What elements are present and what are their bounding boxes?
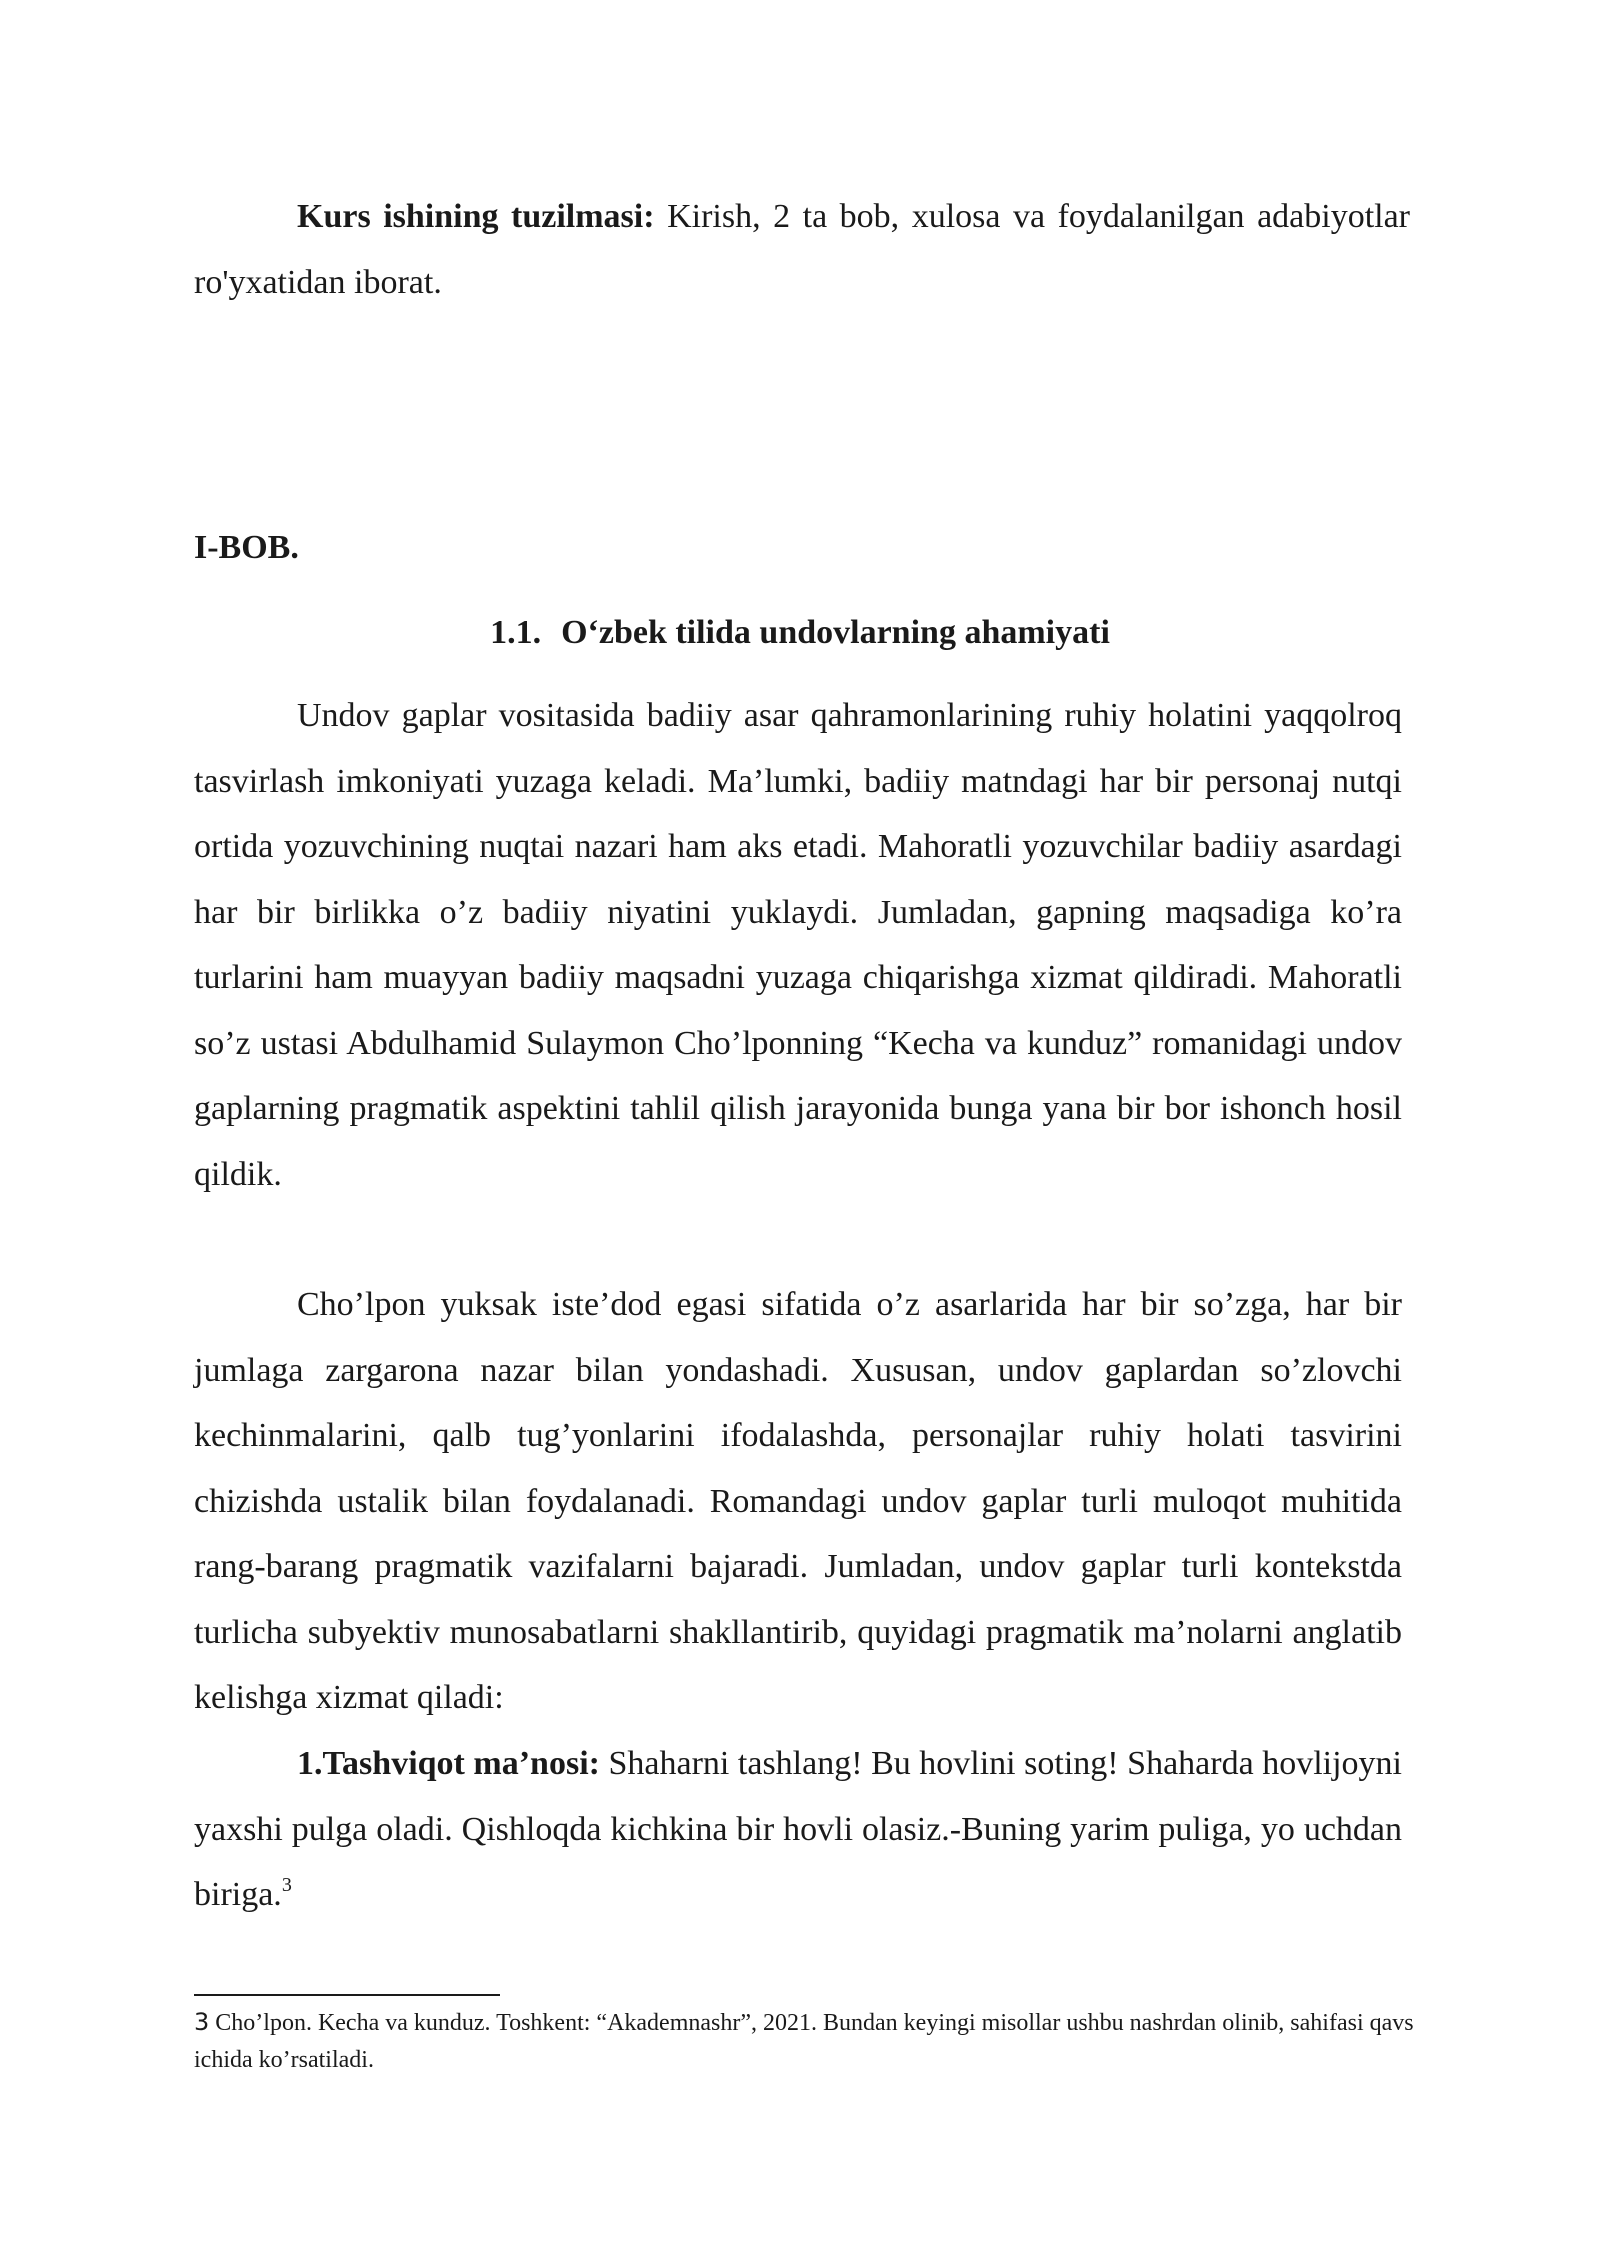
section-title: O‘zbek tilida undovlarning ahamiyati [561, 614, 1110, 651]
footnote-separator [194, 1994, 500, 1996]
footnote-reference: 3 [281, 1874, 292, 1896]
footnote [194, 2004, 1414, 2079]
body-paragraph-1: Undov gaplar vositasida badiiy asar qahramonlarining ruhiy holatini yaqqolroq tasvirlash imkoniyati yuzaga keladi. Ma’lumki, badiiy matndagi har bir personaj nutqi ortida yozuvchining nuqtai nazari ham aks etadi. Mahoratli yozuvchilar badiiy asardagi har bir birlikka o’z badiiy niyatini yuklaydi. Jumladan, gapning maqsadiga ko’ra turlarini ham muayyan badiiy maqsadni yuzaga chiqarishga xizmat qildiradi. Mahoratli so’z ustasi Abdulhamid Sulaymon Cho’lponning “Kecha va kunduz” romanidagi undov gaplarning pragmatik aspektini tahlil qilish jarayonida bunga yana bir bor ishonch hosil qildik. [194, 697, 1402, 1193]
propaganda-meaning-text: Shaharni tashlang! Bu hovlini soting! Shaharda hovlijoyni yaxshi pulga oladi. Qishloqda kichkina bir hovli olasiz.-Buning yarim puliga, yo uchdan biriga. [194, 1745, 1402, 1913]
section-number: 1.1. [490, 614, 542, 651]
body-paragraph-2: Cho’lpon yuksak iste’dod egasi sifatida o’z asarlarida har bir so’zga, har bir jumlaga zargarona nazar bilan yondashadi. Xususan, undov gaplardan so’zlovchi kechinmalarini, qalb tug’yonlarini ifodalashda, personajlar ruhiy holati tasvirini chizishda ustalik bilan foydalanadi. Romandagi undov gaplar turli muloqot muhitida rang-barang pragmatik vazifalarni bajaradi. Jumladan, undov gaplar turli kontekstda turlicha subyektiv munosabatlarni shakllantirib, quyidagi pragmatik ma’nolarni anglatib kelishga xizmat qiladi: [194, 1286, 1402, 1716]
chapter-heading: I-BOB. [194, 529, 299, 566]
structure-paragraph [194, 184, 1410, 315]
structure-label: Kurs ishining tuzilmasi: [297, 198, 655, 235]
body-paragraph-3 [194, 1731, 1402, 1928]
footnote-number: 3 [194, 2008, 210, 2036]
footnote-text: Cho’lpon. Kecha va kunduz. Toshkent: “Akademnashr”, 2021. Bundan keyingi misollar ushbu nashrdan olinib, sahifasi qavs ichida ko’rsatiladi. [194, 2010, 1414, 2073]
propaganda-meaning-label: 1.Tashviqot ma’nosi: [297, 1745, 600, 1782]
section-heading [0, 600, 1600, 665]
structure-text: Kirish, 2 ta bob, xulosa va foydalanilgan adabiyotlar ro'yxatidan iborat. [194, 198, 1411, 301]
